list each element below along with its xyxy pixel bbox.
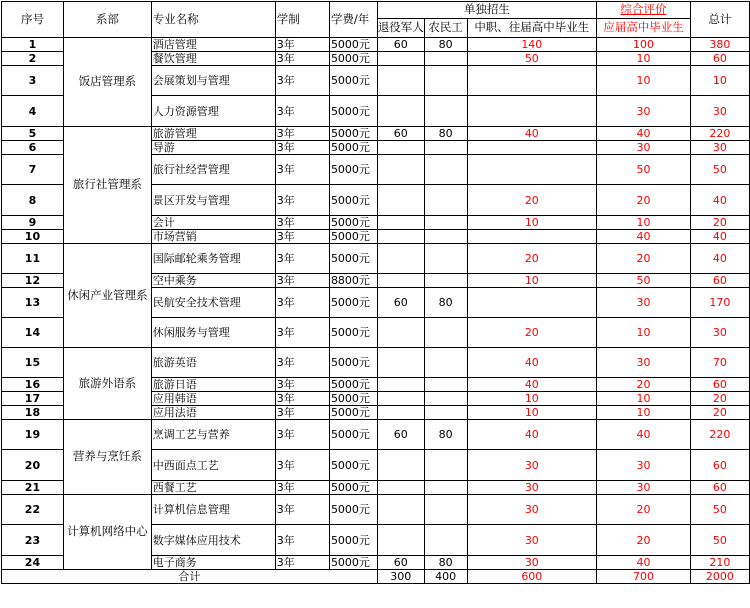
row-seq: 21 bbox=[2, 481, 64, 495]
row-seq: 14 bbox=[2, 318, 64, 348]
row-veteran: 60 bbox=[377, 556, 424, 570]
row-fee: 5000元 bbox=[329, 38, 377, 52]
row-fresh: 40 bbox=[597, 556, 691, 570]
row-fresh: 50 bbox=[597, 274, 691, 288]
row-migrant bbox=[424, 450, 467, 481]
row-fresh: 30 bbox=[597, 96, 691, 127]
row-veteran bbox=[377, 185, 424, 216]
row-migrant bbox=[424, 96, 467, 127]
row-major: 旅行社经营管理 bbox=[151, 155, 275, 185]
row-major: 旅游管理 bbox=[151, 127, 275, 141]
row-years: 3年 bbox=[275, 481, 329, 495]
col-header-dept: 系部 bbox=[63, 2, 151, 38]
row-voc: 10 bbox=[467, 392, 597, 406]
row-years: 3年 bbox=[275, 318, 329, 348]
row-fresh: 40 bbox=[597, 230, 691, 244]
row-migrant bbox=[424, 392, 467, 406]
row-seq: 12 bbox=[2, 274, 64, 288]
row-major: 酒店管理 bbox=[151, 38, 275, 52]
col-header-fee: 学费/年 bbox=[329, 2, 377, 38]
row-migrant bbox=[424, 66, 467, 96]
row-total: 20 bbox=[690, 216, 749, 230]
row-voc: 20 bbox=[467, 318, 597, 348]
row-seq: 7 bbox=[2, 155, 64, 185]
row-seq: 8 bbox=[2, 185, 64, 216]
row-total: 30 bbox=[690, 141, 749, 155]
row-fee: 5000元 bbox=[329, 66, 377, 96]
row-fee: 5000元 bbox=[329, 406, 377, 420]
row-seq: 10 bbox=[2, 230, 64, 244]
row-voc: 30 bbox=[467, 525, 597, 556]
row-years: 3年 bbox=[275, 96, 329, 127]
total-label: 合计 bbox=[2, 570, 378, 584]
row-migrant bbox=[424, 318, 467, 348]
row-years: 3年 bbox=[275, 155, 329, 185]
row-fresh: 30 bbox=[597, 481, 691, 495]
row-migrant bbox=[424, 495, 467, 525]
row-veteran bbox=[377, 481, 424, 495]
dept-name: 休闲产业管理系 bbox=[63, 244, 151, 348]
row-seq: 18 bbox=[2, 406, 64, 420]
row-migrant: 80 bbox=[424, 288, 467, 318]
row-migrant bbox=[424, 141, 467, 155]
row-fresh: 10 bbox=[597, 66, 691, 96]
row-veteran: 60 bbox=[377, 127, 424, 141]
enrollment-table bbox=[1, 1, 750, 584]
row-total: 30 bbox=[690, 96, 749, 127]
row-migrant: 80 bbox=[424, 127, 467, 141]
row-voc: 30 bbox=[467, 556, 597, 570]
row-fee: 5000元 bbox=[329, 216, 377, 230]
row-years: 3年 bbox=[275, 52, 329, 66]
row-total: 210 bbox=[690, 556, 749, 570]
row-seq: 11 bbox=[2, 244, 64, 274]
row-veteran bbox=[377, 348, 424, 378]
row-years: 3年 bbox=[275, 392, 329, 406]
row-years: 3年 bbox=[275, 556, 329, 570]
row-major: 市场营销 bbox=[151, 230, 275, 244]
dept-name: 饭店管理系 bbox=[63, 38, 151, 127]
row-voc: 140 bbox=[467, 38, 597, 52]
row-migrant bbox=[424, 230, 467, 244]
row-years: 3年 bbox=[275, 525, 329, 556]
row-veteran bbox=[377, 141, 424, 155]
dept-name: 计算机网络中心 bbox=[63, 495, 151, 570]
row-total: 60 bbox=[690, 274, 749, 288]
row-major: 人力资源管理 bbox=[151, 96, 275, 127]
row-veteran bbox=[377, 155, 424, 185]
row-veteran bbox=[377, 406, 424, 420]
row-major: 餐饮管理 bbox=[151, 52, 275, 66]
row-veteran bbox=[377, 230, 424, 244]
row-total: 60 bbox=[690, 481, 749, 495]
row-years: 3年 bbox=[275, 216, 329, 230]
row-years: 3年 bbox=[275, 348, 329, 378]
row-major: 会展策划与管理 bbox=[151, 66, 275, 96]
dept-name: 旅行社管理系 bbox=[63, 127, 151, 244]
row-migrant bbox=[424, 406, 467, 420]
row-voc: 30 bbox=[467, 495, 597, 525]
row-years: 3年 bbox=[275, 406, 329, 420]
table-row bbox=[2, 244, 750, 274]
row-seq: 3 bbox=[2, 66, 64, 96]
row-voc bbox=[467, 288, 597, 318]
row-years: 3年 bbox=[275, 420, 329, 450]
row-fresh: 20 bbox=[597, 525, 691, 556]
row-fresh: 50 bbox=[597, 155, 691, 185]
row-total: 10 bbox=[690, 66, 749, 96]
row-fee: 5000元 bbox=[329, 244, 377, 274]
col-header-years: 学制 bbox=[275, 2, 329, 38]
row-veteran bbox=[377, 378, 424, 392]
row-fee: 5000元 bbox=[329, 392, 377, 406]
row-total: 380 bbox=[690, 38, 749, 52]
row-veteran bbox=[377, 450, 424, 481]
row-fee: 5000元 bbox=[329, 185, 377, 216]
row-migrant bbox=[424, 274, 467, 288]
row-total: 60 bbox=[690, 52, 749, 66]
row-fee: 5000元 bbox=[329, 288, 377, 318]
row-fee: 5000元 bbox=[329, 96, 377, 127]
row-total: 40 bbox=[690, 230, 749, 244]
row-migrant bbox=[424, 185, 467, 216]
table-row bbox=[2, 495, 750, 525]
row-total: 50 bbox=[690, 155, 749, 185]
row-voc: 40 bbox=[467, 348, 597, 378]
table-row bbox=[2, 420, 750, 450]
row-total: 220 bbox=[690, 127, 749, 141]
row-migrant bbox=[424, 348, 467, 378]
row-voc bbox=[467, 230, 597, 244]
row-major: 应用法语 bbox=[151, 406, 275, 420]
row-years: 3年 bbox=[275, 141, 329, 155]
row-seq: 5 bbox=[2, 127, 64, 141]
row-migrant bbox=[424, 52, 467, 66]
row-fresh: 20 bbox=[597, 495, 691, 525]
row-major: 烹调工艺与营养 bbox=[151, 420, 275, 450]
row-total: 170 bbox=[690, 288, 749, 318]
col-header-comp: 综合评价 bbox=[597, 2, 691, 19]
row-voc: 20 bbox=[467, 244, 597, 274]
total-total: 2000 bbox=[690, 570, 749, 584]
row-seq: 15 bbox=[2, 348, 64, 378]
col-header-total: 总计 bbox=[690, 2, 749, 38]
row-years: 3年 bbox=[275, 38, 329, 52]
row-voc: 10 bbox=[467, 216, 597, 230]
total-migrant: 400 bbox=[424, 570, 467, 584]
col-header-fresh: 应届高中毕业生 bbox=[597, 19, 691, 38]
row-years: 3年 bbox=[275, 274, 329, 288]
row-total: 20 bbox=[690, 392, 749, 406]
row-seq: 19 bbox=[2, 420, 64, 450]
row-voc: 40 bbox=[467, 378, 597, 392]
row-voc: 10 bbox=[467, 274, 597, 288]
row-fresh: 30 bbox=[597, 348, 691, 378]
row-fee: 5000元 bbox=[329, 450, 377, 481]
row-total: 70 bbox=[690, 348, 749, 378]
row-major: 中西面点工艺 bbox=[151, 450, 275, 481]
row-fee: 5000元 bbox=[329, 318, 377, 348]
row-fresh: 20 bbox=[597, 244, 691, 274]
row-migrant bbox=[424, 481, 467, 495]
row-migrant bbox=[424, 244, 467, 274]
row-fee: 5000元 bbox=[329, 155, 377, 185]
row-total: 220 bbox=[690, 420, 749, 450]
row-veteran bbox=[377, 274, 424, 288]
row-veteran bbox=[377, 66, 424, 96]
total-row bbox=[2, 570, 750, 584]
row-fresh: 10 bbox=[597, 318, 691, 348]
row-migrant bbox=[424, 155, 467, 185]
row-veteran: 60 bbox=[377, 420, 424, 450]
row-total: 50 bbox=[690, 525, 749, 556]
row-seq: 17 bbox=[2, 392, 64, 406]
row-seq: 24 bbox=[2, 556, 64, 570]
row-veteran bbox=[377, 495, 424, 525]
row-migrant bbox=[424, 525, 467, 556]
row-migrant: 80 bbox=[424, 420, 467, 450]
row-fresh: 20 bbox=[597, 378, 691, 392]
row-fee: 5000元 bbox=[329, 420, 377, 450]
row-major: 导游 bbox=[151, 141, 275, 155]
row-major: 西餐工艺 bbox=[151, 481, 275, 495]
row-major: 旅游英语 bbox=[151, 348, 275, 378]
table-row bbox=[2, 38, 750, 52]
row-total: 60 bbox=[690, 378, 749, 392]
row-major: 电子商务 bbox=[151, 556, 275, 570]
row-fee: 8800元 bbox=[329, 274, 377, 288]
row-fresh: 30 bbox=[597, 450, 691, 481]
row-fee: 5000元 bbox=[329, 141, 377, 155]
row-years: 3年 bbox=[275, 66, 329, 96]
row-voc: 40 bbox=[467, 127, 597, 141]
row-seq: 1 bbox=[2, 38, 64, 52]
row-fee: 5000元 bbox=[329, 378, 377, 392]
row-veteran bbox=[377, 318, 424, 348]
row-fee: 5000元 bbox=[329, 52, 377, 66]
row-voc bbox=[467, 96, 597, 127]
row-veteran: 60 bbox=[377, 38, 424, 52]
row-fresh: 30 bbox=[597, 141, 691, 155]
row-voc: 50 bbox=[467, 52, 597, 66]
row-seq: 23 bbox=[2, 525, 64, 556]
row-fee: 5000元 bbox=[329, 127, 377, 141]
row-fresh: 40 bbox=[597, 127, 691, 141]
total-fresh: 700 bbox=[597, 570, 691, 584]
col-header-seq: 序号 bbox=[2, 2, 64, 38]
row-seq: 9 bbox=[2, 216, 64, 230]
row-fresh: 10 bbox=[597, 392, 691, 406]
dept-name: 旅游外语系 bbox=[63, 348, 151, 420]
row-veteran bbox=[377, 392, 424, 406]
row-years: 3年 bbox=[275, 185, 329, 216]
row-years: 3年 bbox=[275, 230, 329, 244]
row-fee: 5000元 bbox=[329, 481, 377, 495]
row-major: 数字媒体应用技术 bbox=[151, 525, 275, 556]
row-major: 国际邮轮乘务管理 bbox=[151, 244, 275, 274]
row-migrant bbox=[424, 378, 467, 392]
row-veteran bbox=[377, 244, 424, 274]
table-row bbox=[2, 348, 750, 378]
row-major: 计算机信息管理 bbox=[151, 495, 275, 525]
row-major: 景区开发与管理 bbox=[151, 185, 275, 216]
row-fresh: 40 bbox=[597, 420, 691, 450]
col-header-veteran: 退役军人 bbox=[377, 19, 424, 38]
row-total: 20 bbox=[690, 406, 749, 420]
row-total: 40 bbox=[690, 244, 749, 274]
row-seq: 16 bbox=[2, 378, 64, 392]
row-years: 3年 bbox=[275, 244, 329, 274]
total-veteran: 300 bbox=[377, 570, 424, 584]
row-major: 民航安全技术管理 bbox=[151, 288, 275, 318]
row-fresh: 10 bbox=[597, 406, 691, 420]
row-seq: 6 bbox=[2, 141, 64, 155]
row-veteran bbox=[377, 525, 424, 556]
row-years: 3年 bbox=[275, 288, 329, 318]
row-total: 40 bbox=[690, 185, 749, 216]
row-major: 空中乘务 bbox=[151, 274, 275, 288]
row-fresh: 10 bbox=[597, 216, 691, 230]
row-voc bbox=[467, 141, 597, 155]
dept-name: 营养与烹饪系 bbox=[63, 420, 151, 495]
row-years: 3年 bbox=[275, 378, 329, 392]
row-major: 应用韩语 bbox=[151, 392, 275, 406]
row-total: 60 bbox=[690, 450, 749, 481]
row-fresh: 30 bbox=[597, 288, 691, 318]
row-seq: 2 bbox=[2, 52, 64, 66]
row-voc: 10 bbox=[467, 406, 597, 420]
table-row bbox=[2, 127, 750, 141]
row-fee: 5000元 bbox=[329, 495, 377, 525]
row-years: 3年 bbox=[275, 450, 329, 481]
row-fee: 5000元 bbox=[329, 348, 377, 378]
row-total: 30 bbox=[690, 318, 749, 348]
total-voc: 600 bbox=[467, 570, 597, 584]
row-migrant bbox=[424, 216, 467, 230]
row-seq: 20 bbox=[2, 450, 64, 481]
row-major: 会计 bbox=[151, 216, 275, 230]
row-fresh: 10 bbox=[597, 52, 691, 66]
row-seq: 22 bbox=[2, 495, 64, 525]
row-years: 3年 bbox=[275, 495, 329, 525]
col-header-major: 专业名称 bbox=[151, 2, 275, 38]
row-voc: 20 bbox=[467, 185, 597, 216]
row-fresh: 100 bbox=[597, 38, 691, 52]
row-migrant: 80 bbox=[424, 556, 467, 570]
row-major: 旅游日语 bbox=[151, 378, 275, 392]
col-header-independent: 单独招生 bbox=[377, 2, 596, 19]
row-migrant: 80 bbox=[424, 38, 467, 52]
row-fresh: 20 bbox=[597, 185, 691, 216]
row-voc bbox=[467, 155, 597, 185]
row-fee: 5000元 bbox=[329, 525, 377, 556]
row-fee: 5000元 bbox=[329, 556, 377, 570]
row-veteran: 60 bbox=[377, 288, 424, 318]
row-veteran bbox=[377, 96, 424, 127]
row-voc bbox=[467, 66, 597, 96]
row-seq: 4 bbox=[2, 96, 64, 127]
row-years: 3年 bbox=[275, 127, 329, 141]
row-voc: 40 bbox=[467, 420, 597, 450]
row-fee: 5000元 bbox=[329, 230, 377, 244]
row-veteran bbox=[377, 52, 424, 66]
row-major: 休闲服务与管理 bbox=[151, 318, 275, 348]
row-seq: 13 bbox=[2, 288, 64, 318]
row-veteran bbox=[377, 216, 424, 230]
row-voc: 30 bbox=[467, 450, 597, 481]
col-header-migrant: 农民工 bbox=[424, 19, 467, 38]
row-voc: 30 bbox=[467, 481, 597, 495]
col-header-voc: 中职、往届高中毕业生 bbox=[467, 19, 597, 38]
row-total: 50 bbox=[690, 495, 749, 525]
